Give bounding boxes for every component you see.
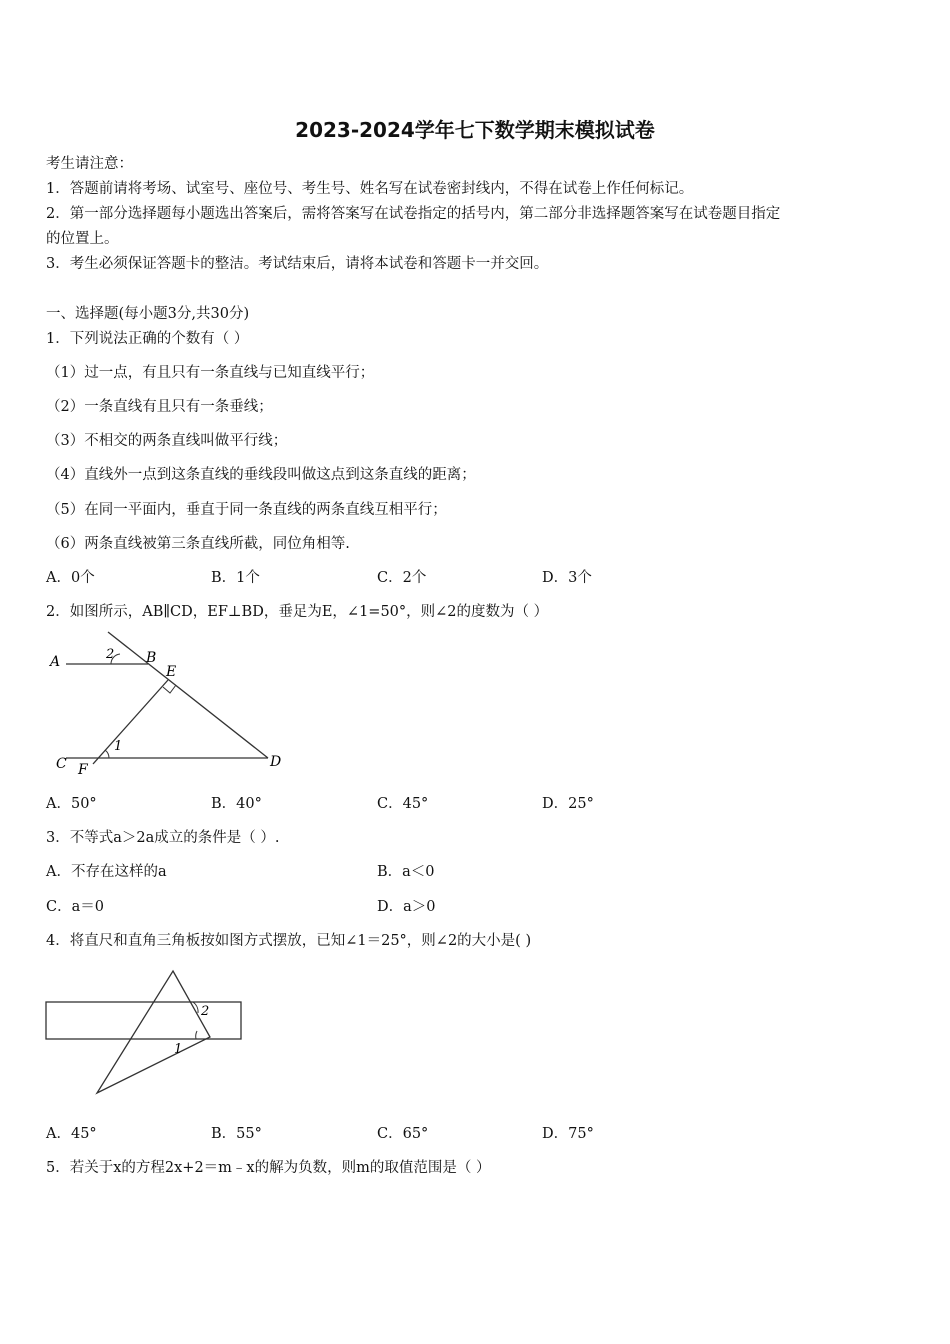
q1-item: （6）两条直线被第三条直线所截，同位角相等. [46,536,350,552]
q2-label-2: 2 [106,647,115,662]
q2-label-b: B [146,650,157,666]
q3-option-a: A．不存在这样的a [46,864,167,880]
q4-stem: 4．将直尺和直角三角板按如图方式摆放，已知∠1＝25°，则∠2的大小是( ) [46,933,532,949]
q4-figure [40,965,250,1105]
notice-line: 1．答题前请将考场、试室号、座位号、考生号、姓名写在试卷密封线内，不得在试卷上作任何标记。 [46,181,694,197]
notice-line: 的位置上。 [46,231,119,247]
q1-item: （5）在同一平面内，垂直于同一条直线的两条直线互相平行； [46,502,447,518]
q1-item: （1）过一点，有且只有一条直线与已知直线平行； [46,365,375,381]
section-heading: 一、选择题(每小题3分,共30分) [46,306,250,322]
q2-label-a: A [50,654,61,670]
q1-option-a: A．0个 [46,570,95,586]
q4-option-a: A．45° [46,1126,97,1142]
q4-label-1: 1 [174,1042,183,1057]
q1-option-d: D．3个 [542,570,592,586]
q2-label-d: D [270,754,282,770]
q3-stem: 3．不等式a＞2a成立的条件是（ ）. [46,830,280,846]
q5-stem: 5．若关于x的方程2x+2＝m﹣x的解为负数，则m的取值范围是（ ） [46,1160,491,1176]
q2-right-angle-mark [163,685,176,693]
q4-ruler [46,1002,241,1039]
q1-option-b: B．1个 [211,570,260,586]
q1-stem: 1．下列说法正确的个数有（ ） [46,331,249,347]
q1-item: （3）不相交的两条直线叫做平行线； [46,433,288,449]
q4-option-d: D．75° [542,1126,594,1142]
q4-option-b: B．55° [211,1126,262,1142]
q2-option-c: C．45° [377,796,429,812]
q4-option-c: C．65° [377,1126,429,1142]
q2-option-b: B．40° [211,796,262,812]
q3-option-b: B．a＜0 [377,864,435,880]
q2-figure [40,630,300,780]
page-title: 2023-2024学年七下数学期末模拟试卷 [295,118,655,142]
q3-option-c: C．a＝0 [46,899,104,915]
q2-stem: 2．如图所示，AB∥CD，EF⊥BD，垂足为E，∠1=50°，则∠2的度数为（ ） [46,604,549,620]
q1-item: （2）一条直线有且只有一条垂线； [46,399,273,415]
q2-label-c: C [56,756,67,772]
q2-line-ef [93,680,168,764]
q4-triangle [97,971,210,1093]
q2-label-e: E [166,664,177,680]
notice-heading: 考生请注意： [46,156,133,172]
q2-option-d: D．25° [542,796,594,812]
q2-angle1-arc [105,750,109,758]
q2-line-bd [108,632,268,758]
notice-line: 2．第一部分选择题每小题选出答案后，需将答案写在试卷指定的括号内，第二部分非选择题答案写在试卷题目指定 [46,206,781,222]
q4-angle1-arc [196,1031,197,1039]
q1-option-c: C．2个 [377,570,427,586]
q1-item: （4）直线外一点到这条直线的垂线段叫做这点到这条直线的距离； [46,467,476,483]
q4-label-2: 2 [201,1004,210,1019]
q2-label-1: 1 [114,739,123,754]
q3-option-d: D．a＞0 [377,899,436,915]
q2-option-a: A．50° [46,796,97,812]
q2-label-f: F [78,762,88,778]
notice-line: 3．考生必须保证答题卡的整洁。考试结束后，请将本试卷和答题卡一并交回。 [46,256,549,272]
